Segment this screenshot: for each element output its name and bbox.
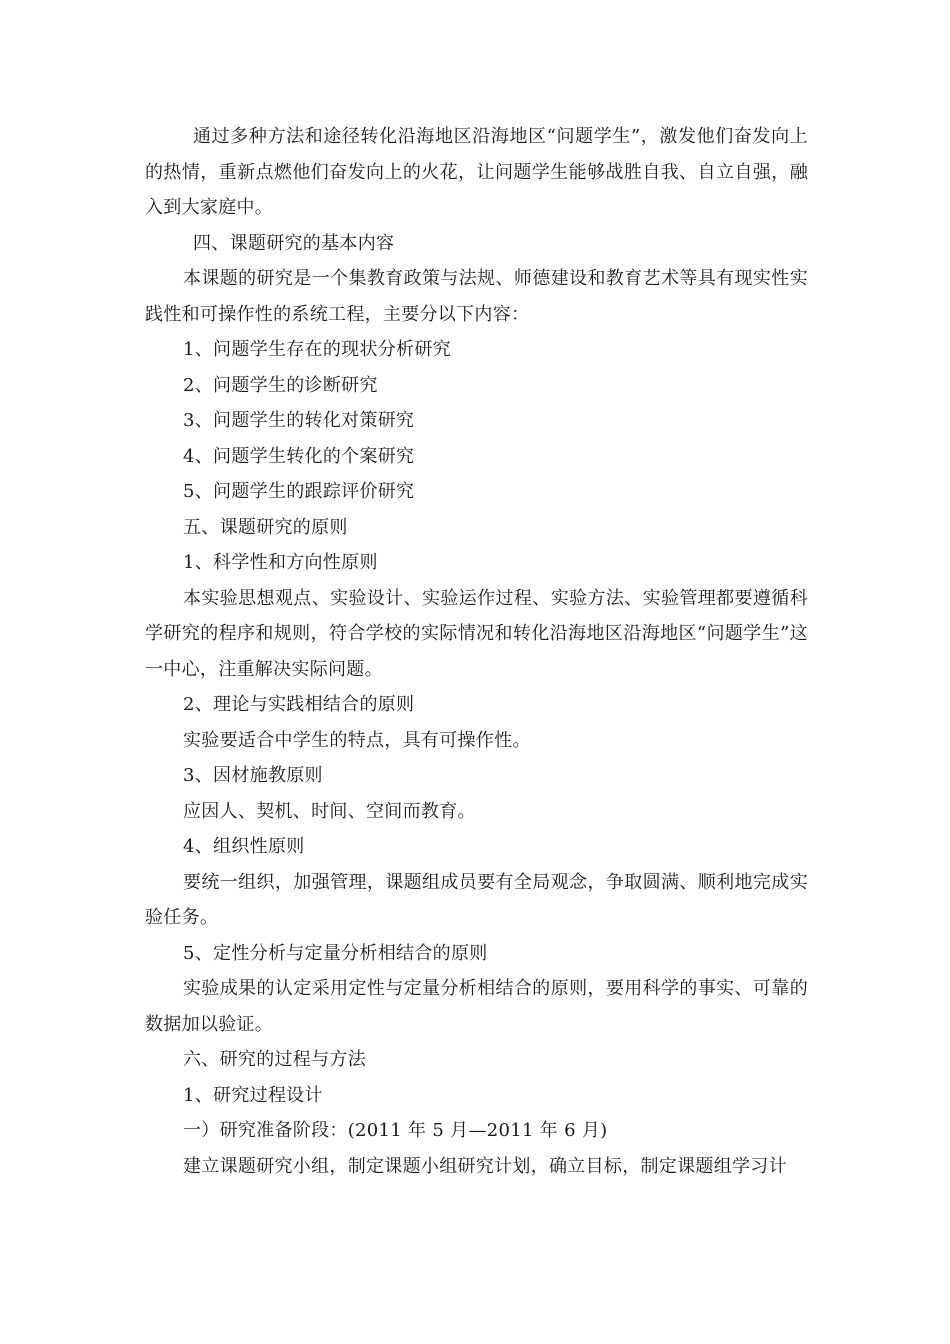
stage-heading: 一）研究准备阶段：(2011 年 5 月—2011 年 6 月): [183, 1120, 608, 1141]
section-heading: 六、研究的过程与方法: [183, 1049, 366, 1070]
paragraph: 本实验思想观点、实验设计、实验运作过程、实验方法、实验管理都要遵循科学研究的程序和规则，符合学校的实际情况和转化沿海地区沿海地区“问题学生”这一中心，注重解决实际问题。: [145, 587, 808, 680]
document-body: [145, 119, 808, 1184]
paragraph: 建立课题研究小组，制定课题小组研究计划，确立目标，制定课题组学习计: [183, 1155, 787, 1177]
list-item: 4、问题学生转化的个案研究: [183, 445, 415, 467]
paragraph: 应因人、契机、时间、空间而教育。: [183, 800, 476, 822]
paragraph: 实验要适合中学生的特点，具有可操作性。: [183, 729, 531, 751]
subsection-heading: 1、科学性和方向性原则: [183, 552, 378, 573]
paragraph: 实验成果的认定采用定性与定量分析相结合的原则，要用科学的事实、可靠的数据加以验证。: [145, 978, 808, 1035]
subsection-heading: 3、因材施教原则: [183, 765, 323, 786]
list-item: 1、问题学生存在的现状分析研究: [183, 339, 451, 360]
list-item: 3、问题学生的转化对策研究: [183, 410, 415, 431]
paragraph: 本课题的研究是一个集教育政策与法规、师德建设和教育艺术等具有现实性实践性和可操作性的系统工程，主要分以下内容：: [145, 268, 808, 325]
subsection-heading: 2、理论与实践相结合的原则: [183, 694, 415, 715]
section-heading: 四、课题研究的基本内容: [193, 232, 395, 254]
list-item: 2、问题学生的诊断研究: [183, 374, 378, 396]
list-item: 5、问题学生的跟踪评价研究: [183, 481, 415, 502]
paragraph: 要统一组织，加强管理，课题组成员要有全局观念，争取圆满、顺利地完成实验任务。: [145, 871, 808, 928]
subsection-heading: 1、研究过程设计: [183, 1084, 323, 1106]
paragraph: 通过多种方法和途径转化沿海地区沿海地区“问题学生”，激发他们奋发向上的热情，重新点燃他们奋发向上的火花，让问题学生能够战胜自我、自立自强，融入到大家庭中。: [145, 126, 808, 218]
subsection-heading: 4、组织性原则: [183, 836, 305, 857]
section-heading: 五、课题研究的原则: [183, 516, 348, 538]
subsection-heading: 5、定性分析与定量分析相结合的原则: [183, 942, 488, 964]
